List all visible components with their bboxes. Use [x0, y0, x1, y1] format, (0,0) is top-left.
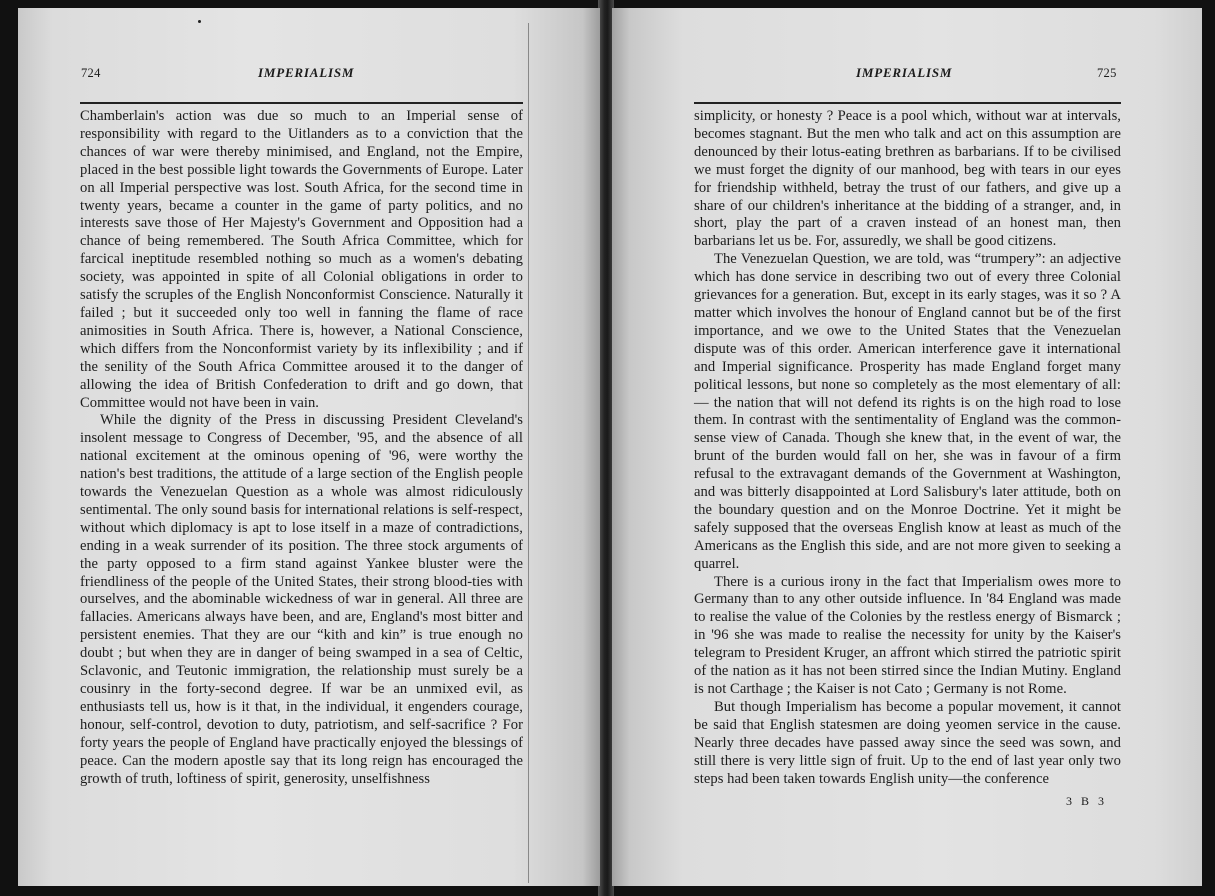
margin-crease-line [528, 23, 529, 883]
left-paragraph-2: While the dignity of the Press in discussing President Cleveland's insolent message to Congress of December, '95, and the absence of all national excitement at the ominous opening of '96, were worthy the nation's best traditions, the attitude of a large section of the English people towards the Venezuelan Question as a whole was almost ridiculously sentimental. The only sound basis for international relations is self-respect, without which diplomacy is apt to lose itself in a maze of contradictions, ending in a weak surrender of its position. The three stock arguments of the party opposed to a firm stand against Yankee bluster were the friendliness of the people of the United States, their strong blood-ties with ourselves, and the abominable wickedness of war in general. All three are fallacies. Americans always have been, and are, England's most bitter and persistent enemies. That they are our “kith and kin” is true enough no doubt ; but when they are in danger of being swamped in a sea of Celtic, Sclavonic, and Teutonic immigration, the relationship must surely be a cousinry in the forty-second degree. If war be an unmixed evil, as enthusiasts tell us, how is it that, in the individual, it engenders courage, honour, self-control, devotion to duty, patriotism, and self-sacrifice ? For forty years the people of England have practically enjoyed the blessings of peace. Can the modern apostle say that its long reign has encouraged the growth of truth, loftiness of spirit, generosity, unselfishness [80, 412, 523, 787]
right-page-body [694, 108, 1121, 788]
right-header-rule [694, 102, 1121, 104]
right-page-number: 725 [1097, 66, 1117, 80]
signature-mark: 3 B 3 [1066, 794, 1108, 808]
left-page-body [80, 108, 523, 788]
right-paragraph-2: The Venezuelan Question, we are told, was “trumpery”: an adjective which has done service in describing two out of every three Colonial grievances for a generation. But, except in its early stages, was it so ? A matter which involves the honour of England cannot but be of the first importance, and we owe to the United States that the Venezuelan dispute was of this order. American interference gave it international and Imperial significance. Prosperity has made England forget many political lessons, but none so completely as the most elementary of all:— the nation that will not defend its rights is on the high road to lose them. In contrast with the sentimentality of England was the common-sense view of Canada. Though she knew that, in the event of war, the brunt of the burden would fall on her, she was in favour of a firm refusal to the extravagant demands of the Government at Washington, and was bitterly disappointed at Lord Salisbury's later attitude, both on the boundary question and on the Monroe Doctrine. Yet it might be safely supposed that the overseas English know at least as much of the Americans as the English this side, and are not more given to seeking a quarrel. [694, 251, 1121, 572]
left-running-title: IMPERIALISM [258, 65, 355, 80]
left-page [18, 8, 600, 886]
right-paragraph-3: There is a curious irony in the fact that Imperialism owes more to Germany than to any other outside influence. In '84 England was made to realise the value of the Colonies by the restless energy of Bismarck ; in '96 she was made to realise the necessity for unity by the Kaiser's telegram to President Kruger, an affront which stirred the patriotic spirit of the nation as it has not been stirred since the Indian Mutiny. England is not Carthage ; the Kaiser is not Cato ; Germany is not Rome. [694, 573, 1121, 697]
left-header-rule [80, 102, 523, 104]
ink-speck [198, 20, 201, 23]
left-page-number: 724 [81, 66, 101, 80]
right-paragraph-1: simplicity, or honesty ? Peace is a pool which, without war at intervals, becomes stagnant. But the men who talk and act on this assumption are denounced by their lotus-eating brethren as barbarians. If to be civilised we must forget the dignity of our manhood, beg with tears in our eyes for friendship withheld, betray the trust of our fathers, and give up a share of our children's inheritance at the bidding of a stranger, and, in short, play the part of a craven instead of an honest man, then barbarians let us be. For, assuredly, we shall be good citizens. [694, 108, 1121, 250]
left-paragraph-1: Chamberlain's action was due so much to an Imperial sense of responsibility with regard to the Uitlanders as to a conviction that the chances of war were thereby minimised, and England, not the Empire, placed in the best possible light towards the Governments of Europe. Later on all Imperial perspective was lost. South Africa, for the second time in twenty years, became a counter in the game of party politics, and no interests save those of Her Majesty's Government and Opposition had a chance of being remembered. The South Africa Committee, which for farcical ineptitude resembled nothing so much as a women's debating society, was appointed in spite of all Colonial obligations in order to satisfy the scruples of the English Nonconformist Conscience. Naturally it failed ; but it succeeded only too well in fanning the flame of race animosities in South Africa. There is, however, a National Conscience, which differs from the Nonconformist variety by its inflexibility ; and if the senility of the South Africa Committee aroused it to the danger of allowing the idea of British Confederation to drift and go down, that Committee would not have been in vain. [80, 108, 523, 411]
right-paragraph-4: But though Imperialism has become a popular movement, it cannot be said that English statesmen are doing yeomen service in the cause. Nearly three decades have passed away since the seed was sown, and still there is very little sign of fruit. Up to the end of last year only two steps had been taken towards English unity—the conference [694, 698, 1121, 787]
right-running-title: IMPERIALISM [856, 65, 953, 80]
right-page [612, 8, 1202, 886]
